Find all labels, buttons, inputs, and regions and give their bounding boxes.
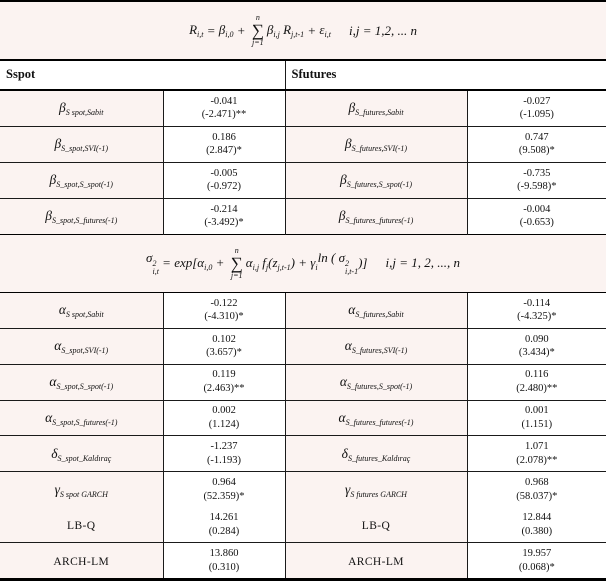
coefficient-value-cell bbox=[467, 162, 606, 198]
t-statistic: (-2.471)** bbox=[201, 109, 247, 121]
coefficient-value-cell bbox=[163, 162, 285, 198]
coefficient-value-cell bbox=[467, 292, 606, 328]
coefficient-value: 0.747 bbox=[524, 131, 549, 143]
table-row bbox=[0, 198, 606, 234]
coefficient-symbol: β bbox=[344, 136, 352, 152]
coefficient-subscript: S_spot,S_futures(-1) bbox=[52, 418, 118, 427]
coefficient-value: -0.005 bbox=[210, 167, 238, 179]
t-statistic: (2.078)** bbox=[516, 454, 558, 466]
coefficient-symbol: α bbox=[338, 410, 346, 425]
coefficient-value-cell bbox=[163, 292, 285, 328]
coefficient-value-cell bbox=[467, 472, 606, 507]
coefficient-symbol: β bbox=[58, 100, 66, 116]
coefficient-subscript: S spot,Sabit bbox=[65, 310, 104, 320]
equation-term: = exp[ bbox=[158, 255, 198, 271]
mean-equation-row bbox=[0, 2, 606, 60]
sum-symbol: n ∑ j=1 bbox=[251, 13, 264, 48]
coefficient-label-cell bbox=[285, 198, 467, 234]
equation-term: $\alpha_{i,j}$ bbox=[245, 254, 260, 272]
table-row bbox=[0, 162, 606, 198]
coefficient-symbol: δ bbox=[341, 445, 348, 461]
variance-coefficients-section bbox=[0, 292, 606, 507]
coefficient-symbol: LB-Q bbox=[361, 519, 391, 532]
coefficient-symbol: α bbox=[45, 410, 53, 425]
coefficient-value-cell bbox=[163, 472, 285, 507]
coefficient-label-cell bbox=[0, 162, 163, 198]
table-row bbox=[0, 90, 606, 127]
coefficient-symbol: α bbox=[339, 374, 347, 390]
table-row bbox=[0, 507, 606, 542]
coefficient-label-cell bbox=[285, 292, 467, 328]
column-header-row bbox=[0, 60, 606, 90]
coefficient-subscript: S_futures,Sabit bbox=[355, 108, 404, 118]
coefficient-value-cell bbox=[467, 400, 606, 436]
t-statistic: (-9.598)* bbox=[517, 181, 557, 193]
coefficient-label-cell bbox=[0, 126, 163, 162]
coefficient-value-cell bbox=[467, 543, 606, 578]
coefficient-value: 1.071 bbox=[524, 441, 549, 453]
coefficient-subscript: S_futures,Sabit bbox=[355, 310, 404, 320]
coefficient-subscript: S_futures,S_spot(-1) bbox=[346, 382, 413, 392]
table-row bbox=[0, 328, 606, 364]
coefficient-subscript: S futures GARCH bbox=[350, 489, 407, 499]
table-row bbox=[0, 543, 606, 578]
equation-term: )] bbox=[358, 255, 368, 271]
coefficient-value: 0.964 bbox=[212, 477, 236, 489]
coefficient-subscript: S_spot,SVI(-1) bbox=[61, 346, 109, 356]
table-row bbox=[0, 292, 606, 328]
coefficient-subscript: S_spot,SVI(-1) bbox=[61, 144, 109, 154]
results-table bbox=[0, 2, 606, 578]
coefficient-value-cell bbox=[467, 328, 606, 364]
coefficient-value-cell bbox=[163, 436, 285, 472]
coefficient-value: 0.968 bbox=[524, 477, 549, 489]
coefficient-symbol: β bbox=[45, 208, 52, 224]
coefficient-value: -0.735 bbox=[523, 167, 551, 179]
coefficient-label-cell bbox=[0, 198, 163, 234]
coefficient-subscript: S_spot,S_futures(-1) bbox=[51, 216, 118, 226]
mean-coefficients-section bbox=[0, 90, 606, 234]
coefficient-subscript: S spot,Sabit bbox=[65, 108, 104, 118]
t-statistic: (0.310) bbox=[208, 561, 240, 573]
coefficient-subscript: S_futures,S_spot(-1) bbox=[346, 180, 412, 190]
coefficient-value: 0.102 bbox=[212, 333, 236, 345]
coefficient-label-cell bbox=[0, 507, 163, 542]
coefficient-symbol: δ bbox=[51, 445, 58, 461]
mean-equation bbox=[3, 3, 603, 58]
equation-term: $\varepsilon_{i,t}$ bbox=[319, 22, 331, 40]
coefficient-label-cell bbox=[0, 543, 163, 578]
coefficient-value-cell bbox=[163, 507, 285, 542]
equation-term: = bbox=[203, 22, 219, 38]
coefficient-value-cell bbox=[163, 400, 285, 436]
equation-term: σ 2 i,t bbox=[146, 249, 159, 277]
sum-symbol: n ∑ j=1 bbox=[230, 245, 243, 280]
equation-term: $\beta_{i,0}$ bbox=[218, 22, 234, 40]
coefficient-subscript: S_futures_futures(-1) bbox=[345, 418, 414, 427]
coefficient-symbol: α bbox=[54, 338, 62, 354]
coefficient-symbol: ARCH-LM bbox=[53, 555, 110, 568]
coefficient-label-cell bbox=[285, 436, 467, 472]
equation-term: i,j = 1,2, ... n bbox=[348, 22, 417, 38]
table-row bbox=[0, 126, 606, 162]
coefficient-value: -0.041 bbox=[210, 95, 238, 107]
equation-term: $\alpha_{i,0}$ bbox=[197, 254, 213, 272]
equation-term: + bbox=[233, 22, 249, 38]
t-statistic: (3.657)* bbox=[206, 347, 242, 359]
equation-term: i,j = 1, 2, ..., n bbox=[385, 255, 460, 271]
t-statistic: (58.037)* bbox=[516, 490, 558, 502]
t-statistic: (-1.193) bbox=[206, 454, 242, 466]
t-statistic: (3.434)* bbox=[518, 347, 555, 359]
coefficient-symbol: LB-Q bbox=[67, 519, 96, 532]
header-sfutures: Sfutures bbox=[285, 60, 606, 90]
coefficient-value: 19.957 bbox=[522, 547, 552, 559]
coefficient-value-cell bbox=[163, 364, 285, 400]
equation-term: + bbox=[212, 255, 228, 271]
coefficient-subscript: S_spot,S_spot(-1) bbox=[56, 382, 114, 392]
equation-term: + bbox=[304, 22, 320, 38]
equation-term: ($z_{j,t-1}$ bbox=[268, 254, 291, 272]
coefficient-label-cell bbox=[285, 400, 467, 436]
coefficient-value-cell bbox=[163, 126, 285, 162]
coefficient-label-cell bbox=[285, 162, 467, 198]
coefficient-label-cell bbox=[0, 292, 163, 328]
t-statistic: (52.359)* bbox=[203, 490, 245, 502]
coefficient-value: -0.027 bbox=[523, 95, 551, 107]
diagnostics-section bbox=[0, 507, 606, 578]
coefficient-label-cell bbox=[285, 472, 467, 507]
coefficient-value: 0.001 bbox=[524, 405, 549, 417]
equation-term: $R_{j,t-1}$ bbox=[279, 22, 305, 40]
table-row bbox=[0, 364, 606, 400]
coefficient-label-cell bbox=[0, 436, 163, 472]
coefficient-value-cell bbox=[163, 328, 285, 364]
t-statistic: (-4.325)* bbox=[517, 311, 557, 323]
coefficient-value-cell bbox=[467, 126, 606, 162]
coefficient-value: 13.860 bbox=[209, 547, 239, 559]
coefficient-subscript: S_futures_Kaldıraç bbox=[347, 453, 411, 463]
t-statistic: (1.151) bbox=[521, 419, 553, 430]
coefficient-value: 0.186 bbox=[212, 131, 236, 143]
t-statistic: (0.068)* bbox=[518, 561, 555, 573]
coefficient-value-cell bbox=[467, 198, 606, 234]
coefficient-symbol: α bbox=[49, 374, 57, 390]
variance-equation bbox=[3, 236, 603, 291]
coefficient-label-cell bbox=[285, 126, 467, 162]
t-statistic: (-3.492)* bbox=[204, 217, 244, 229]
coefficient-value-cell bbox=[163, 198, 285, 234]
t-statistic: (1.124) bbox=[208, 419, 240, 430]
coefficient-value-cell bbox=[467, 507, 606, 542]
coefficient-value: 0.002 bbox=[212, 405, 236, 417]
t-statistic: (-1.095) bbox=[519, 109, 554, 121]
table-row bbox=[0, 436, 606, 472]
coefficient-value: -1.237 bbox=[210, 441, 238, 453]
t-statistic: (2.480)** bbox=[516, 383, 558, 395]
coefficient-value: 0.090 bbox=[524, 333, 549, 345]
coefficient-value: -0.214 bbox=[210, 203, 238, 215]
coefficient-value-cell bbox=[467, 436, 606, 472]
t-statistic: (2.847)* bbox=[206, 145, 242, 157]
coefficient-subscript: S_futures,SVI(-1) bbox=[351, 346, 408, 356]
coefficient-value: 12.844 bbox=[522, 512, 552, 524]
table-row bbox=[0, 400, 606, 436]
coefficient-value: -0.004 bbox=[523, 203, 551, 215]
coefficient-label-cell bbox=[285, 543, 467, 578]
coefficient-subscript: S spot GARCH bbox=[59, 489, 108, 499]
coefficient-subscript: S_spot_Kaldıraç bbox=[57, 453, 112, 463]
coefficient-symbol: α bbox=[344, 338, 352, 354]
coefficient-value: 14.261 bbox=[209, 512, 239, 524]
coefficient-label-cell bbox=[285, 364, 467, 400]
coefficient-value-cell bbox=[467, 364, 606, 400]
coefficient-symbol: β bbox=[338, 208, 346, 224]
equation-term: ln ( σ 2 i,t-1 bbox=[317, 249, 359, 277]
coefficient-symbol: α bbox=[348, 302, 356, 318]
t-statistic: (9.508)* bbox=[518, 145, 555, 157]
coefficient-symbol: β bbox=[348, 100, 356, 116]
coefficient-label-cell bbox=[0, 472, 163, 507]
coefficient-label-cell bbox=[0, 328, 163, 364]
coefficient-label-cell bbox=[285, 507, 467, 542]
header-sspot: Sspot bbox=[0, 60, 285, 90]
equation-term: $f_j$ bbox=[259, 254, 269, 272]
coefficient-subscript: S_spot,S_spot(-1) bbox=[56, 180, 113, 190]
coefficient-label-cell bbox=[0, 90, 163, 127]
coefficient-value: 0.119 bbox=[212, 369, 236, 381]
equation-term: $\beta_{i,j}$ bbox=[266, 22, 280, 40]
equation-term: $R_{i,t}$ bbox=[189, 22, 204, 40]
t-statistic: (0.380) bbox=[521, 525, 553, 537]
t-statistic: (-0.972) bbox=[206, 181, 242, 193]
table-row bbox=[0, 472, 606, 507]
t-statistic: (2.463)** bbox=[203, 383, 245, 395]
coefficient-label-cell bbox=[0, 364, 163, 400]
t-statistic: (-4.310)* bbox=[204, 311, 244, 323]
coefficient-label-cell bbox=[0, 400, 163, 436]
coefficient-value-cell bbox=[163, 543, 285, 578]
equation-term: ) + $\gamma_i$ bbox=[290, 254, 318, 272]
coefficient-symbol: α bbox=[58, 302, 66, 318]
coefficient-value: 0.116 bbox=[525, 369, 549, 381]
t-statistic: (-0.653) bbox=[519, 217, 554, 229]
coefficient-symbol: γ bbox=[345, 481, 351, 497]
coefficient-value-cell bbox=[163, 90, 285, 127]
coefficient-symbol: ARCH-LM bbox=[348, 555, 404, 568]
coefficient-symbol: β bbox=[49, 172, 57, 188]
coefficient-value: -0.122 bbox=[210, 297, 238, 309]
t-statistic: (0.284) bbox=[208, 525, 240, 537]
coefficient-label-cell bbox=[285, 90, 467, 127]
variance-equation-row bbox=[0, 234, 606, 292]
coefficient-subscript: S_futures_futures(-1) bbox=[345, 216, 414, 226]
coefficient-value-cell bbox=[467, 90, 606, 127]
coefficient-symbol: γ bbox=[54, 481, 60, 497]
coefficient-subscript: S_futures,SVI(-1) bbox=[351, 144, 408, 154]
coefficient-value: -0.114 bbox=[523, 297, 551, 309]
coefficient-label-cell bbox=[285, 328, 467, 364]
coefficient-symbol: β bbox=[54, 136, 62, 152]
coefficient-symbol: β bbox=[340, 172, 347, 188]
